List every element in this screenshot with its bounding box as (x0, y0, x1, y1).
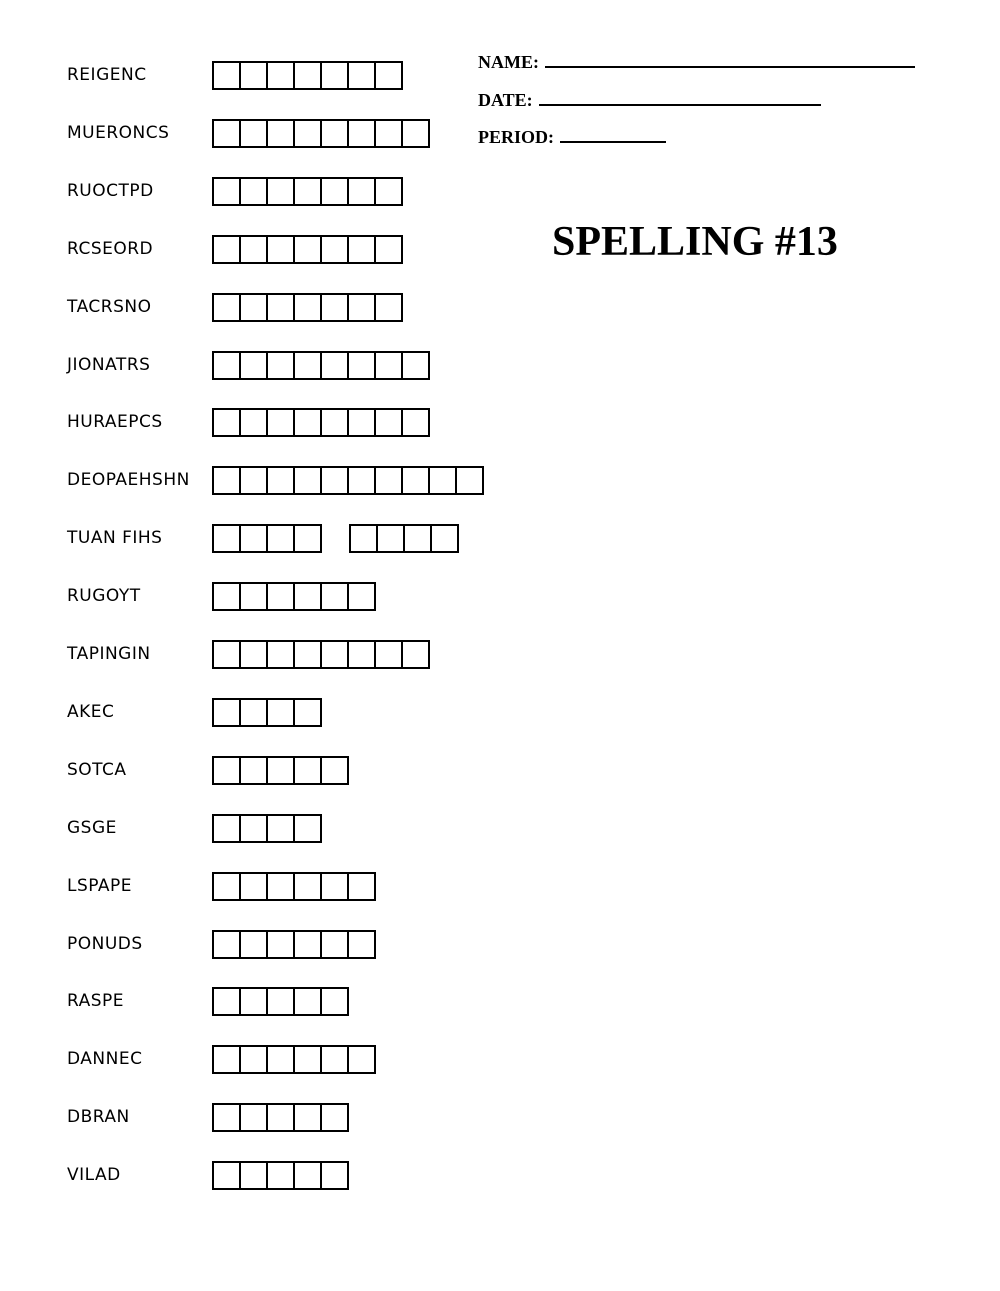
answer-boxes (212, 814, 349, 843)
answer-boxes (212, 61, 430, 90)
letter-box[interactable] (293, 235, 322, 264)
answer-boxes (212, 756, 376, 785)
letter-box[interactable] (266, 293, 295, 322)
word-row (0, 1045, 620, 1077)
letter-box-group (212, 814, 320, 843)
scrambled-word: LSPAPE (67, 876, 133, 896)
scrambled-word: DEOPAEHSHN (67, 470, 190, 490)
word-row (0, 466, 620, 498)
scrambled-word: TACRSNO (67, 297, 152, 317)
letter-box-group (212, 177, 401, 206)
scrambled-word: REIGENC (67, 65, 147, 85)
letter-box[interactable] (212, 466, 241, 495)
word-row (0, 1161, 620, 1193)
word-row (0, 814, 620, 846)
letter-box-group (212, 1103, 347, 1132)
letter-box[interactable] (347, 872, 376, 901)
letter-box[interactable] (266, 1045, 295, 1074)
word-row (0, 351, 620, 383)
letter-box[interactable] (293, 930, 322, 959)
letter-box[interactable] (212, 1103, 241, 1132)
letter-box[interactable] (212, 814, 241, 843)
word-row (0, 930, 620, 962)
letter-box[interactable] (374, 293, 403, 322)
letter-box[interactable] (212, 930, 241, 959)
letter-box[interactable] (239, 1161, 268, 1190)
letter-box[interactable] (239, 408, 268, 437)
letter-box-group (212, 1161, 347, 1190)
letter-box-group (212, 1045, 374, 1074)
letter-box[interactable] (293, 1045, 322, 1074)
word-row (0, 582, 620, 614)
letter-box[interactable] (320, 872, 349, 901)
letter-box[interactable] (212, 177, 241, 206)
word-row (0, 756, 620, 788)
answer-boxes (212, 119, 457, 148)
letter-box[interactable] (403, 524, 432, 553)
letter-box[interactable] (374, 235, 403, 264)
letter-box[interactable] (374, 177, 403, 206)
answer-boxes (212, 408, 457, 437)
letter-box[interactable] (347, 119, 376, 148)
letter-box[interactable] (212, 987, 241, 1016)
letter-box-group (212, 524, 320, 553)
letter-box[interactable] (266, 351, 295, 380)
letter-box-group (212, 293, 401, 322)
word-row (0, 987, 620, 1019)
letter-box[interactable] (239, 930, 268, 959)
letter-box[interactable] (347, 351, 376, 380)
letter-box[interactable] (239, 698, 268, 727)
scrambled-word: AKEC (67, 702, 115, 722)
scrambled-word: RASPE (67, 991, 125, 1011)
word-row (0, 640, 620, 672)
letter-box-group (212, 698, 320, 727)
letter-box-group (212, 872, 374, 901)
period-label: PERIOD: (478, 127, 554, 147)
letter-box[interactable] (212, 698, 241, 727)
answer-boxes (212, 351, 457, 380)
letter-box[interactable] (239, 235, 268, 264)
letter-box[interactable] (266, 582, 295, 611)
letter-box[interactable] (293, 756, 322, 785)
letter-box[interactable] (266, 698, 295, 727)
scrambled-word: MUERONCS (67, 123, 170, 143)
letter-box[interactable] (239, 756, 268, 785)
letter-box[interactable] (374, 640, 403, 669)
letter-box[interactable] (347, 61, 376, 90)
letter-box[interactable] (376, 524, 405, 553)
letter-box[interactable] (212, 408, 241, 437)
letter-box[interactable] (239, 640, 268, 669)
letter-box[interactable] (266, 814, 295, 843)
letter-box[interactable] (401, 408, 430, 437)
letter-box[interactable] (293, 1103, 322, 1132)
letter-box-group (212, 930, 374, 959)
letter-box[interactable] (320, 1161, 349, 1190)
letter-box[interactable] (239, 872, 268, 901)
letter-box[interactable] (293, 61, 322, 90)
letter-box-group (212, 408, 428, 437)
letter-box[interactable] (212, 756, 241, 785)
answer-boxes (212, 1045, 403, 1074)
letter-box[interactable] (266, 61, 295, 90)
letter-box[interactable] (239, 1045, 268, 1074)
letter-box[interactable] (212, 119, 241, 148)
letter-box[interactable] (320, 293, 349, 322)
letter-box-group (212, 582, 374, 611)
letter-box[interactable] (293, 987, 322, 1016)
letter-box[interactable] (239, 293, 268, 322)
word-row (0, 119, 620, 151)
letter-box[interactable] (320, 640, 349, 669)
letter-box[interactable] (293, 119, 322, 148)
scrambled-word: RCSEORD (67, 239, 154, 259)
scrambled-word: SOTCA (67, 760, 127, 780)
letter-box[interactable] (212, 235, 241, 264)
letter-box[interactable] (293, 872, 322, 901)
scrambled-word: RUGOYT (67, 586, 141, 606)
word-row (0, 235, 620, 267)
letter-box[interactable] (347, 293, 376, 322)
letter-box[interactable] (320, 930, 349, 959)
letter-box-group (212, 466, 482, 495)
letter-box[interactable] (239, 61, 268, 90)
letter-box[interactable] (320, 177, 349, 206)
letter-box[interactable] (374, 351, 403, 380)
letter-box[interactable] (293, 177, 322, 206)
letter-box[interactable] (320, 119, 349, 148)
letter-box[interactable] (347, 930, 376, 959)
scrambled-word: HURAEPCS (67, 412, 163, 432)
answer-boxes (212, 872, 403, 901)
letter-box-group (212, 351, 428, 380)
answer-boxes (212, 524, 486, 553)
scrambled-word: RUOCTPD (67, 181, 154, 201)
letter-box[interactable] (320, 61, 349, 90)
letter-box[interactable] (239, 814, 268, 843)
letter-box[interactable] (320, 408, 349, 437)
answer-boxes (212, 235, 430, 264)
letter-box[interactable] (293, 814, 322, 843)
letter-box[interactable] (293, 1161, 322, 1190)
answer-boxes (212, 698, 349, 727)
letter-box[interactable] (266, 177, 295, 206)
letter-box[interactable] (401, 466, 430, 495)
letter-box[interactable] (239, 466, 268, 495)
answer-boxes (212, 930, 403, 959)
letter-box[interactable] (401, 119, 430, 148)
letter-box[interactable] (266, 872, 295, 901)
scrambled-word: PONUDS (67, 934, 143, 954)
letter-box[interactable] (212, 61, 241, 90)
letter-box[interactable] (374, 408, 403, 437)
letter-box[interactable] (293, 582, 322, 611)
scrambled-word: DANNEC (67, 1049, 143, 1069)
letter-box[interactable] (401, 640, 430, 669)
letter-box[interactable] (455, 466, 484, 495)
word-row (0, 177, 620, 209)
word-row (0, 61, 620, 93)
letter-box[interactable] (349, 524, 378, 553)
letter-box[interactable] (320, 466, 349, 495)
letter-box-group (212, 640, 428, 669)
letter-box[interactable] (428, 466, 457, 495)
scrambled-word: TAPINGIN (67, 644, 151, 664)
letter-box[interactable] (239, 582, 268, 611)
letter-box[interactable] (374, 466, 403, 495)
letter-box-group (212, 756, 347, 785)
scrambled-word: JIONATRS (67, 355, 151, 375)
letter-box[interactable] (293, 293, 322, 322)
letter-box[interactable] (347, 466, 376, 495)
letter-box[interactable] (320, 756, 349, 785)
answer-boxes (212, 293, 430, 322)
scrambled-word: GSGE (67, 818, 117, 838)
letter-box[interactable] (430, 524, 459, 553)
letter-box[interactable] (293, 524, 322, 553)
letter-box[interactable] (320, 235, 349, 264)
letter-box-group (212, 235, 401, 264)
word-row (0, 293, 620, 325)
letter-box[interactable] (293, 698, 322, 727)
letter-box[interactable] (266, 235, 295, 264)
letter-box[interactable] (401, 351, 430, 380)
letter-box[interactable] (239, 119, 268, 148)
letter-box-group (212, 987, 347, 1016)
letter-box[interactable] (347, 640, 376, 669)
answer-boxes (212, 582, 403, 611)
letter-box[interactable] (212, 1161, 241, 1190)
worksheet-title: SPELLING #13 (552, 219, 838, 265)
word-row (0, 1103, 620, 1135)
letter-box[interactable] (212, 640, 241, 669)
letter-box[interactable] (266, 640, 295, 669)
letter-box-group (212, 119, 428, 148)
scrambled-word: TUAN FIHS (67, 528, 163, 548)
letter-box[interactable] (347, 235, 376, 264)
letter-box[interactable] (347, 177, 376, 206)
scrambled-word: VILAD (67, 1165, 121, 1185)
letter-box[interactable] (347, 582, 376, 611)
letter-box[interactable] (266, 1161, 295, 1190)
answer-boxes (212, 987, 376, 1016)
letter-box[interactable] (374, 61, 403, 90)
letter-box[interactable] (266, 408, 295, 437)
letter-box[interactable] (239, 987, 268, 1016)
letter-box[interactable] (212, 351, 241, 380)
letter-box[interactable] (266, 756, 295, 785)
word-row (0, 524, 620, 556)
letter-box[interactable] (347, 1045, 376, 1074)
letter-box[interactable] (293, 640, 322, 669)
letter-box[interactable] (212, 293, 241, 322)
answer-boxes (212, 466, 511, 495)
letter-box[interactable] (320, 351, 349, 380)
answer-boxes (212, 640, 457, 669)
letter-box[interactable] (320, 987, 349, 1016)
letter-box[interactable] (374, 119, 403, 148)
letter-box[interactable] (239, 1103, 268, 1132)
letter-box[interactable] (320, 582, 349, 611)
letter-box[interactable] (266, 1103, 295, 1132)
letter-box-group (349, 524, 457, 553)
letter-box[interactable] (293, 351, 322, 380)
letter-box[interactable] (239, 524, 268, 553)
letter-box[interactable] (212, 582, 241, 611)
answer-boxes (212, 1161, 376, 1190)
letter-box[interactable] (239, 177, 268, 206)
letter-box[interactable] (239, 351, 268, 380)
word-row (0, 408, 620, 440)
answer-boxes (212, 1103, 376, 1132)
letter-box[interactable] (347, 408, 376, 437)
letter-box[interactable] (320, 1103, 349, 1132)
letter-box[interactable] (266, 987, 295, 1016)
letter-box[interactable] (293, 408, 322, 437)
letter-box[interactable] (293, 466, 322, 495)
letter-box[interactable] (212, 1045, 241, 1074)
letter-box[interactable] (266, 466, 295, 495)
word-row (0, 872, 620, 904)
letter-box[interactable] (212, 872, 241, 901)
word-row (0, 698, 620, 730)
letter-box-group (212, 61, 401, 90)
letter-box[interactable] (266, 119, 295, 148)
date-label: DATE: (478, 90, 533, 110)
name-label: NAME: (478, 52, 539, 72)
letter-box[interactable] (266, 524, 295, 553)
letter-box[interactable] (266, 930, 295, 959)
scrambled-word: DBRAN (67, 1107, 130, 1127)
letter-box[interactable] (320, 1045, 349, 1074)
answer-boxes (212, 177, 430, 206)
letter-box[interactable] (212, 524, 241, 553)
